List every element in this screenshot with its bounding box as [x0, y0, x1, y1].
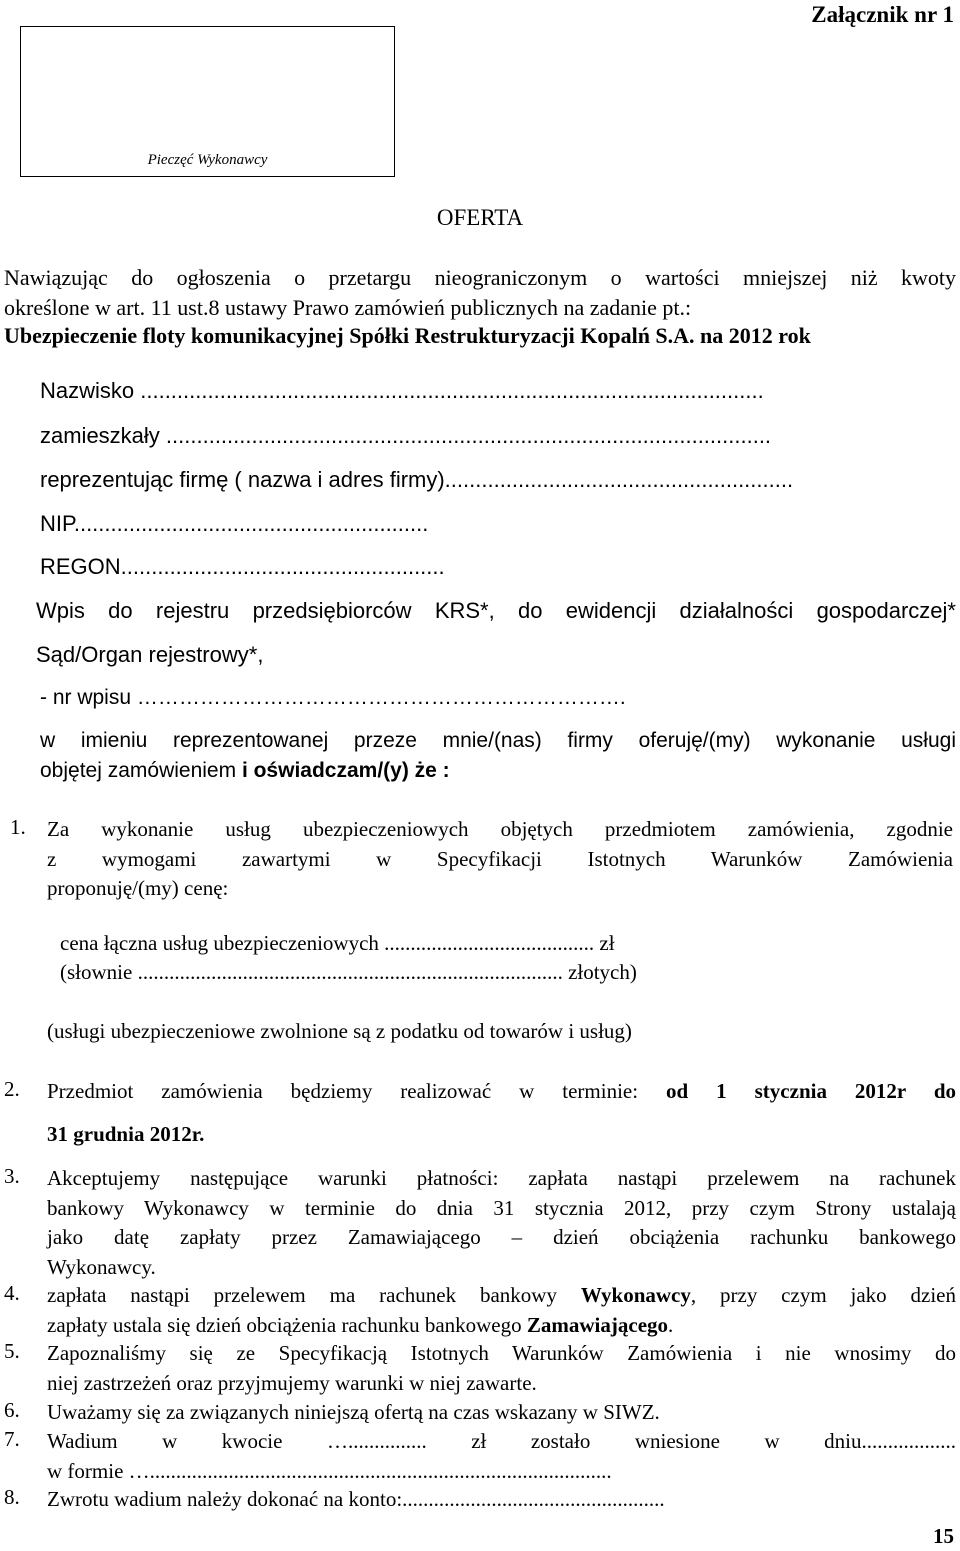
item-6: Uważamy się za związanych niniejszą ofertą na czas wskazany w SIWZ.: [47, 1400, 660, 1424]
item-1-number: 1.: [10, 815, 26, 839]
stamp-box: [20, 26, 395, 177]
intro-line-2: określone w art. 11 ust.8 ustawy Prawo zamówień publicznych na zadanie pt.:: [4, 295, 692, 320]
item-7[interactable]: Wadium w kwocie …............... zł zostało wniesione w dniu.................. w formie …........................................................................................: [47, 1429, 956, 1483]
field-nr-wpisu[interactable]: - nr wpisu …………………………………………………………….: [40, 686, 626, 709]
item-2-date-end: 31 grudnia 2012r.: [47, 1122, 205, 1146]
item-3: Akceptujemy następujące warunki płatności: zapłata nastąpi przelewem na rachunek bankowy Wykonawcy w terminie do dnia 31 stycznia 2012, przy czym Strony ustalają jako datę zapłaty przez Zamawiającego – dzień obciążenia rachunku bankowego Wykonawcy.: [47, 1166, 956, 1279]
item-6-number: 6.: [4, 1398, 20, 1422]
field-nazwisko[interactable]: Nazwisko ......................................................................................................: [40, 378, 764, 403]
price-in-words[interactable]: (słownie ................................................................................. złotych): [60, 960, 637, 984]
field-nip[interactable]: NIP..........................................................: [40, 511, 429, 536]
item-8[interactable]: Zwrotu wadium należy dokonać na konto:..................................................: [47, 1487, 665, 1511]
field-reprezentujac[interactable]: reprezentując firmę ( nazwa i adres firmy).........................................................: [40, 467, 794, 492]
item-8-number: 8.: [4, 1485, 20, 1509]
item-4-number: 4.: [4, 1281, 20, 1305]
page-title: OFERTA: [436, 205, 524, 230]
intro-line-1: Nawiązując do ogłoszenia o przetargu nieograniczonym o wartości mniejszej niż kwoty: [4, 265, 956, 290]
item-5: Zapoznaliśmy się ze Specyfikacją Istotnych Warunków Zamówienia i nie wnosimy do niej zastrzeżeń oraz przyjmujemy warunki w niej zawarte.: [47, 1341, 956, 1395]
attachment-label: Załącznik nr 1: [811, 2, 954, 27]
page-number: 15: [933, 1524, 954, 1548]
field-sad: Sąd/Organ rejestrowy*,: [36, 642, 264, 667]
field-wpis: Wpis do rejestru przedsiębiorców KRS*, do ewidencji działalności gospodarczej*: [36, 598, 956, 623]
w-imieniu-line-2: objętej zamówieniem i oświadczam/(y) że :: [40, 759, 450, 782]
item-4: zapłata nastąpi przelewem ma rachunek bankowy Wykonawcy, przy czym jako dzień zapłaty ustala się dzień obciążenia rachunku bankowego Zamawiającego.: [47, 1283, 956, 1337]
item-5-number: 5.: [4, 1339, 20, 1363]
w-imieniu-line-1: w imieniu reprezentowanej przeze mnie/(nas) firmy oferuję/(my) wykonanie usługi: [40, 729, 956, 752]
item-2-number: 2.: [4, 1077, 20, 1101]
item-2: Przedmiot zamówienia będziemy realizować w terminie: od 1 stycznia 2012r do: [47, 1079, 956, 1103]
stamp-label: Pieczęć Wykonawcy: [147, 152, 268, 168]
vat-exemption-note: (usługi ubezpieczeniowe zwolnione są z podatku od towarów i usług): [47, 1019, 632, 1043]
field-zamieszkaly[interactable]: zamieszkały ...................................................................................................: [40, 423, 772, 448]
field-regon[interactable]: REGON.....................................................: [40, 554, 445, 579]
item-3-number: 3.: [4, 1164, 20, 1188]
price-total[interactable]: cena łączna usług ubezpieczeniowych ........................................ zł: [60, 931, 615, 955]
item-7-number: 7.: [4, 1427, 20, 1451]
item-1: Za wykonanie usług ubezpieczeniowych objętych przedmiotem zamówienia, zgodnie z wymogami zawartymi w Specyfikacji Istotnych Warunków Zamówienia proponuję/(my) cenę:: [47, 817, 953, 900]
intro-task-title: Ubezpieczenie floty komunikacyjnej Spółki Restrukturyzacji Kopalń S.A. na 2012 rok: [4, 323, 811, 348]
